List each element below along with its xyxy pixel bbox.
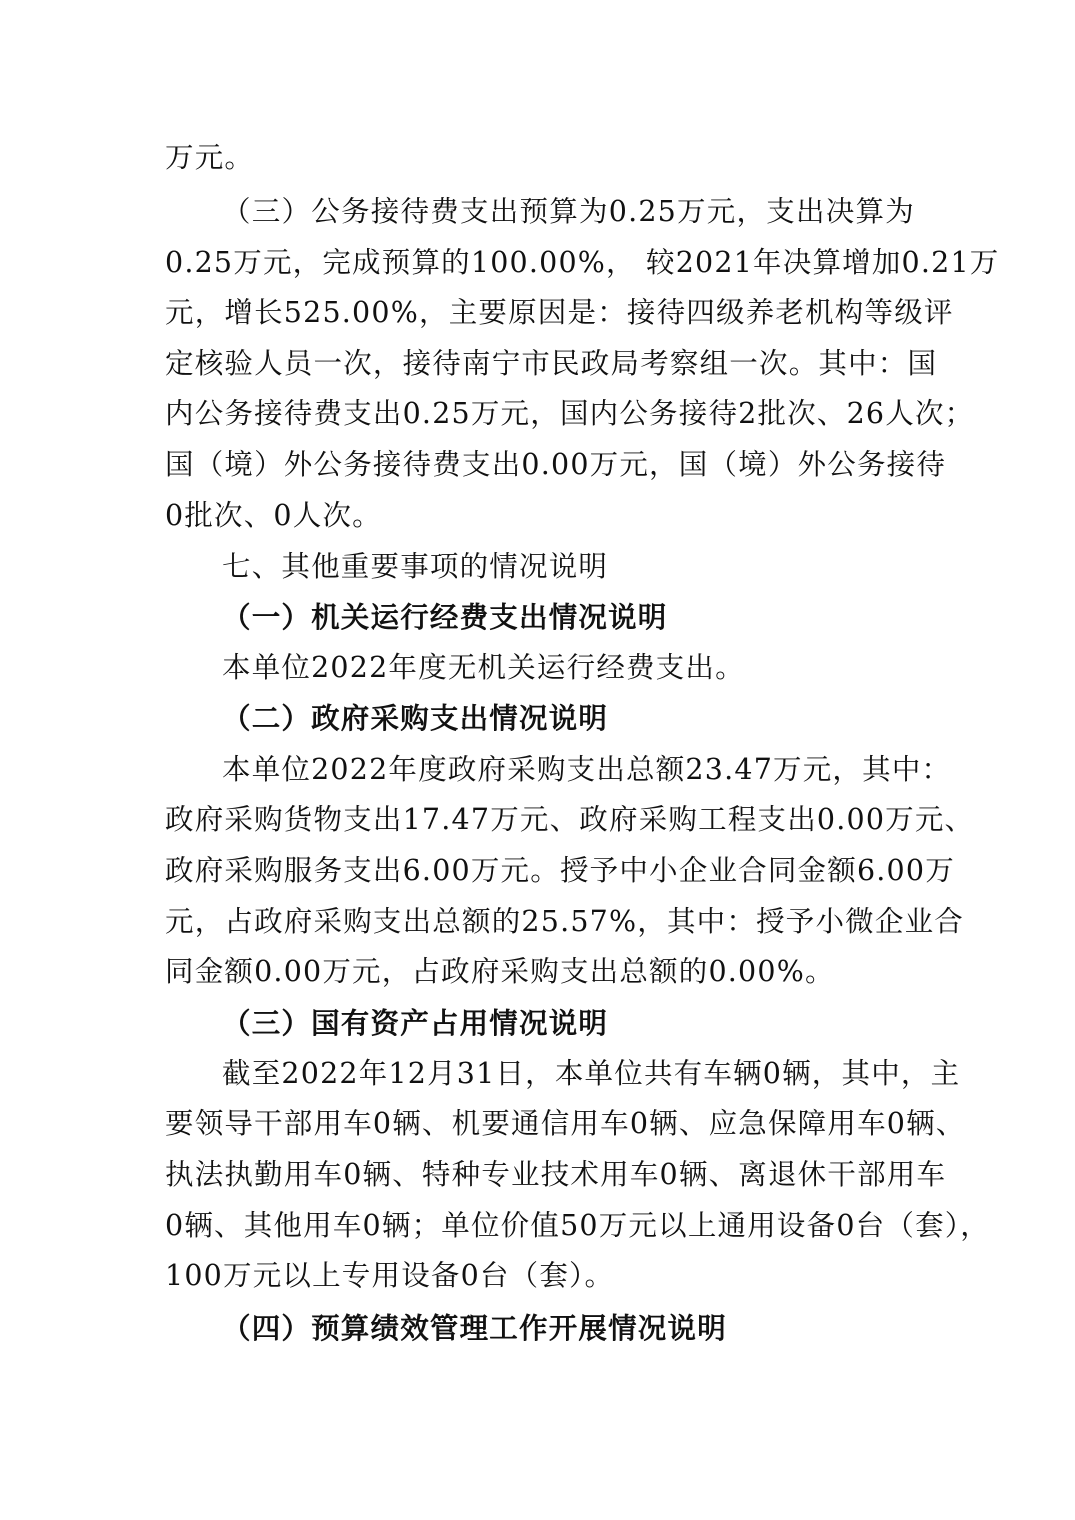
paragraph-line: 0批次、0人次。: [165, 499, 382, 532]
subsection-heading: （一）机关运行经费支出情况说明: [222, 600, 668, 634]
paragraph-line: 执法执勤用车0辆、特种专业技术用车0辆、离退休干部用车: [165, 1158, 947, 1191]
subsection-heading: （四）预算绩效管理工作开展情况说明: [222, 1311, 727, 1345]
subsection-heading: （三）国有资产占用情况说明: [222, 1006, 609, 1040]
subsection-heading: （二）政府采购支出情况说明: [222, 701, 609, 735]
paragraph-line: 元，增长525.00%，主要原因是：接待四级养老机构等级评: [165, 296, 954, 329]
paragraph-line: （三）公务接待费支出预算为0.25万元，支出决算为: [222, 195, 915, 228]
paragraph-line: 0辆、其他用车0辆；单位价值50万元以上通用设备0台（套），: [165, 1209, 990, 1242]
paragraph-line: 本单位2022年度无机关运行经费支出。: [222, 651, 745, 684]
paragraph-line: 定核验人员一次，接待南宁市民政局考察组一次。其中：国: [165, 347, 938, 380]
section-heading: 七、其他重要事项的情况说明: [222, 550, 609, 583]
paragraph-line: 同金额0.00万元，占政府采购支出总额的0.00%。: [165, 955, 835, 988]
paragraph-line: 国（境）外公务接待费支出0.00万元，国（境）外公务接待: [165, 448, 947, 481]
paragraph-line: 0.25万元，完成预算的100.00%， 较2021年决算增加0.21万: [165, 246, 1000, 279]
paragraph-line: 元，占政府采购支出总额的25.57%，其中：授予小微企业合: [165, 905, 964, 938]
paragraph-line: 本单位2022年度政府采购支出总额23.47万元，其中：: [222, 753, 952, 786]
paragraph-line: 内公务接待费支出0.25万元，国内公务接待2批次、26人次；: [165, 397, 975, 430]
paragraph-line: 截至2022年12月31日，本单位共有车辆0辆，其中，主: [222, 1057, 961, 1090]
paragraph-line: 要领导干部用车0辆、机要通信用车0辆、应急保障用车0辆、: [165, 1107, 966, 1140]
paragraph-line: 100万元以上专用设备0台（套）。: [165, 1259, 615, 1292]
paragraph-line: 政府采购货物支出17.47万元、政府采购工程支出0.00万元、: [165, 803, 975, 836]
paragraph-line: 政府采购服务支出6.00万元。授予中小企业合同金额6.00万: [165, 854, 955, 887]
paragraph-line: 万元。: [165, 141, 255, 174]
